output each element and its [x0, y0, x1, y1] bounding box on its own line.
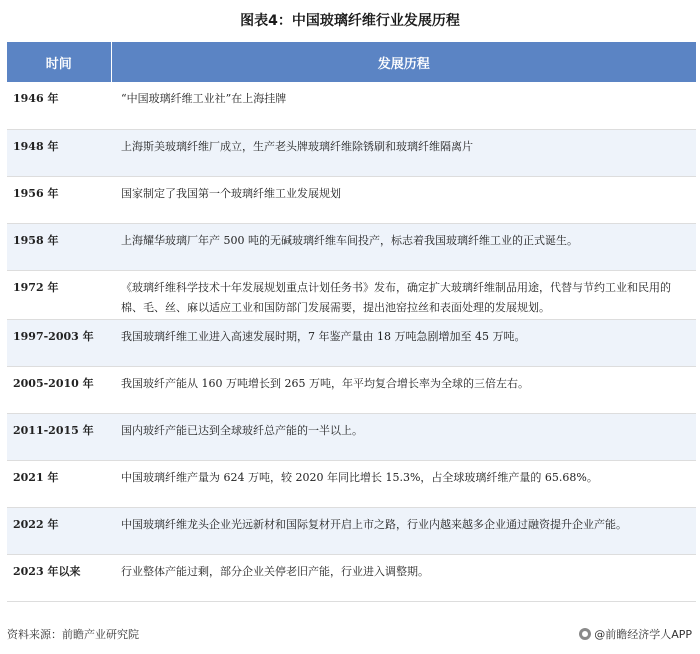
table-row — [7, 366, 696, 413]
row-event: 行业整体产能过剩，部分企业关停老旧产能，行业进入调整期。 — [111, 554, 696, 601]
row-year: 1946 年 — [7, 82, 111, 129]
row-event: “中国玻璃纤维工业社”在上海挂牌 — [111, 82, 696, 129]
row-event: 上海斯美玻璃纤维厂成立，生产老头牌玻璃纤维除锈刷和玻璃纤维隔离片 — [111, 129, 696, 176]
timeline-table — [7, 42, 696, 602]
table-row — [7, 129, 696, 176]
table-row — [7, 223, 696, 270]
row-year: 2005-2010 年 — [7, 366, 111, 413]
table-row — [7, 176, 696, 223]
table-header-row — [7, 42, 696, 82]
header-event: 发展历程 — [111, 42, 696, 82]
header-year: 时间 — [7, 42, 111, 82]
row-year: 1948 年 — [7, 129, 111, 176]
row-year: 1956 年 — [7, 176, 111, 223]
row-event: 《玻璃纤维科学技术十年发展规划重点计划任务书》发布，确定扩大玻璃纤维制品用途，代替与节约工业和民用的棉、毛、丝、麻以适应工业和国防部门发展需要，提出池窑拉丝和表面处理的发展规划。 — [111, 270, 696, 319]
row-event: 我国玻纤产能从 160 万吨增长到 265 万吨，年平均复合增长率为全球的三倍左右。 — [111, 366, 696, 413]
row-event: 上海耀华玻璃厂年产 500 吨的无碱玻璃纤维车间投产，标志着我国玻璃纤维工业的正式诞生。 — [111, 223, 696, 270]
brand-logo-icon — [579, 628, 591, 640]
row-year: 1997-2003 年 — [7, 319, 111, 366]
row-year: 2011-2015 年 — [7, 413, 111, 460]
page-title: 图表4：中国玻璃纤维行业发展历程 — [240, 13, 460, 29]
brand-credit — [579, 626, 692, 642]
table-row — [7, 270, 696, 319]
table-row — [7, 507, 696, 554]
row-year: 2022 年 — [7, 507, 111, 554]
brand-text: @前瞻经济学人APP — [594, 628, 692, 641]
row-year: 1958 年 — [7, 223, 111, 270]
source-note: 资料来源：前瞻产业研究院 — [7, 628, 139, 641]
row-event: 中国玻璃纤维产量为 624 万吨，较 2020 年同比增长 15.3%，占全球玻璃纤维产量的 65.68%。 — [111, 460, 696, 507]
row-event: 中国玻璃纤维龙头企业光远新材和国际复材开启上市之路，行业内越来越多企业通过融资提升企业产能。 — [111, 507, 696, 554]
table-row — [7, 319, 696, 366]
row-event: 国内玻纤产能已达到全球玻纤总产能的一半以上。 — [111, 413, 696, 460]
row-year: 1972 年 — [7, 270, 111, 319]
row-event: 国家制定了我国第一个玻璃纤维工业发展规划 — [111, 176, 696, 223]
row-year: 2023 年以来 — [7, 554, 111, 601]
table-row — [7, 554, 696, 601]
table-row — [7, 413, 696, 460]
row-event: 我国玻璃纤维工业进入高速发展时期，7 年鉴产量由 18 万吨急剧增加至 45 万吨。 — [111, 319, 696, 366]
row-year: 2021 年 — [7, 460, 111, 507]
table-row — [7, 460, 696, 507]
table-row — [7, 82, 696, 129]
